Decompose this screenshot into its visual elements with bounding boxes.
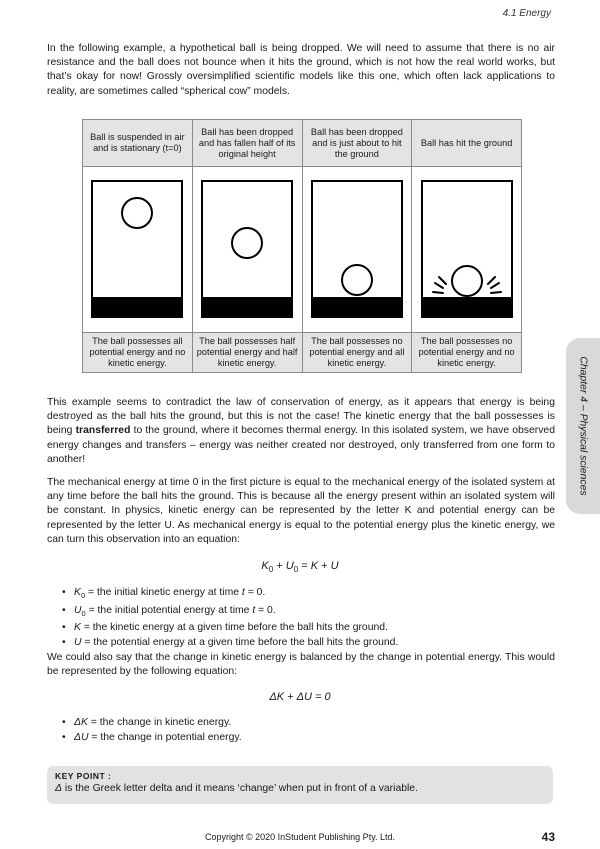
variable-definitions-list xyxy=(62,586,398,650)
key-point-title: KEY POINT : xyxy=(55,771,112,781)
conservation-text-b: to the ground, where it becomes thermal energy. In this isolated system, we have observed energy changes and transfers – energy was neither created nor destroyed, only transferred from one form to another! xyxy=(47,425,555,465)
list-item: • ΔU = the change in potential energy. xyxy=(62,731,242,746)
intro-paragraph: In the following example, a hypothetical ball is being dropped. We will need to assume that there is no air resistance and the ball does not bounce when it hits the ground, which is not how the real world works, but that’s okay for now! Grossly oversimplified scientific models like this one, which often lack applications to reality, are sometimes called “spherical cow” models. xyxy=(47,43,555,97)
eq1-equals: = xyxy=(298,560,311,572)
figure-header-1: Ball is suspended in air and is stationary (t=0) xyxy=(83,120,193,167)
eq1-k: K xyxy=(310,560,319,572)
ball-half-illustration xyxy=(201,180,293,320)
list-item: • K = the kinetic energy at a given time before the ball hits the ground. xyxy=(62,621,398,636)
ball-top-illustration xyxy=(91,180,183,320)
figure-caption-1: The ball possesses all potential energy and no kinetic energy. xyxy=(83,333,193,373)
eq1-u0-sub: 0 xyxy=(293,565,299,575)
eq1-plus1: + xyxy=(273,560,286,572)
footer-copyright: Copyright © 2020 InStudent Publishing Pty. Ltd. xyxy=(204,832,396,842)
eq1-k0-sub: 0 xyxy=(268,565,274,575)
list-item: • $K_0$ = the initial kinetic energy at time t = 0. xyxy=(62,586,398,604)
equation-mechanical-energy xyxy=(0,560,600,574)
ball-near-ground-illustration xyxy=(311,180,403,320)
eq1-k0: K xyxy=(261,560,269,572)
eq1-u0: U xyxy=(285,560,294,572)
list-item: • ΔK = the change in kinetic energy. xyxy=(62,716,242,731)
section-title: 4.1 Energy xyxy=(502,8,551,19)
figure-header-3: Ball has been dropped and is just about to hit the ground xyxy=(302,120,412,167)
figure-panel-1 xyxy=(83,167,193,333)
list-item: • $U_0$ = the initial potential energy at time t = 0. xyxy=(62,604,398,622)
page-number: 43 xyxy=(541,830,555,844)
figure-caption-3: The ball possesses no potential energy and all kinetic energy. xyxy=(302,333,412,373)
equation-delta: ΔK + ΔU = 0 xyxy=(269,691,331,703)
chapter-side-tab[interactable] xyxy=(566,338,600,514)
key-point-text: Δ is the Greek letter delta and it means ‘change’ when put in front of a variable. xyxy=(55,783,418,794)
figure-caption-4: The ball possesses no potential energy and no kinetic energy. xyxy=(412,333,522,373)
ball-drop-figure xyxy=(82,119,522,373)
conservation-text-a: This example seems to contradict the law of conservation of energy, as it appears that energy is being destroyed as the ball hits the ground, but this is not the case! The kinetic energy that the ball possesses is being xyxy=(47,397,555,437)
figure-header-2: Ball has been dropped and has fallen half of its original height xyxy=(192,120,302,167)
key-point-box xyxy=(47,766,553,804)
delta-paragraph: We could also say that the change in kinetic energy is balanced by the change in potential energy. This would be represented by the following equation: xyxy=(47,652,555,678)
figure-caption-2: The ball possesses half potential energy and half kinetic energy. xyxy=(192,333,302,373)
mechanical-energy-paragraph: The mechanical energy at time 0 in the first picture is equal to the mechanical energy of the isolated system at any time before the ball hits the ground. This is because all the energy present within an isolated system will be constant. In physics, kinetic energy can be represented by the letter K and potential energy can be represented by the letter U. As mechanical energy is equal to the potential energy plus the kinetic energy, we can turn this observation into an equation: xyxy=(47,477,555,545)
figure-header-4: Ball has hit the ground xyxy=(412,120,522,167)
delta-definitions-list xyxy=(62,716,242,745)
chapter-side-tab-label: Chapter 4 – Physical sciences xyxy=(577,356,589,496)
transferred-term: transferred xyxy=(75,425,131,437)
figure-panel-4 xyxy=(412,167,522,333)
eq1-u: U xyxy=(330,560,339,572)
eq1-plus2: + xyxy=(318,560,331,572)
figure-panel-2 xyxy=(192,167,302,333)
conservation-paragraph xyxy=(47,396,555,467)
list-item: • U = the potential energy at a given time before the ball hits the ground. xyxy=(62,636,398,651)
figure-panel-3 xyxy=(302,167,412,333)
ball-on-ground-illustration xyxy=(421,180,513,320)
